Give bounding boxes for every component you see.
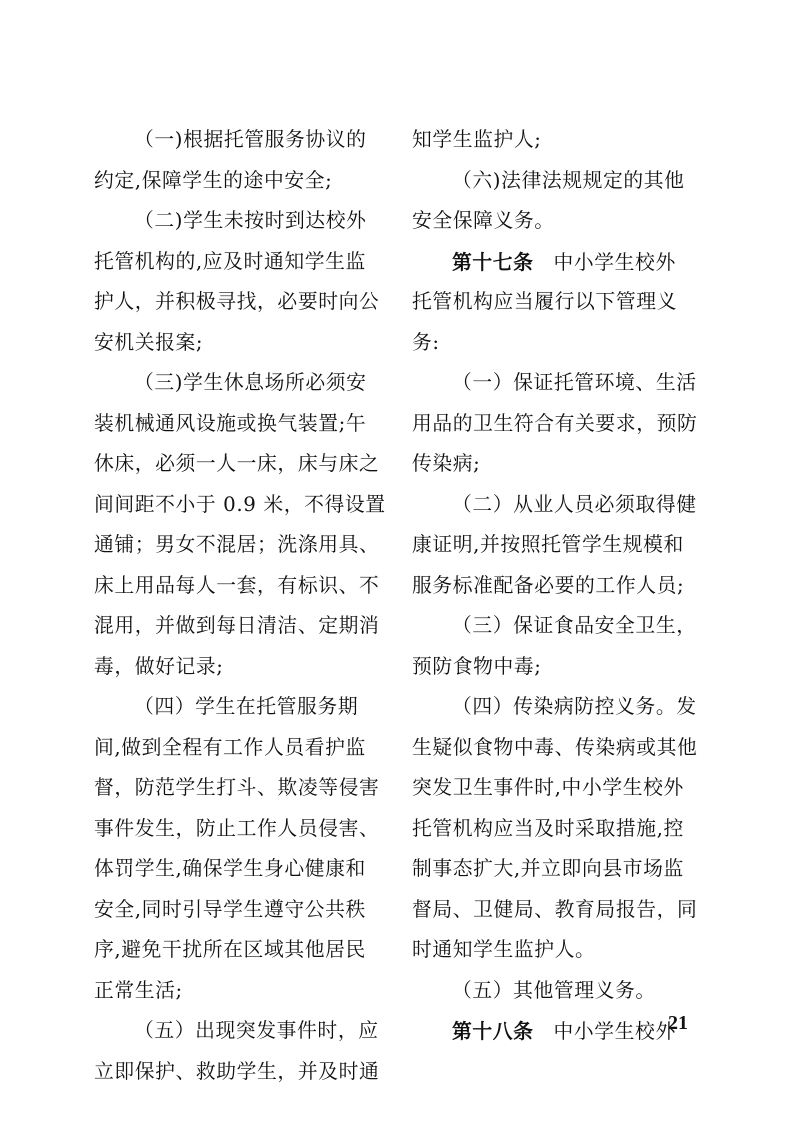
text-line	[412, 809, 706, 850]
text-line	[94, 1011, 388, 1052]
left-text-column	[94, 120, 388, 1092]
line-text: （三）保证食品安全卫生，	[452, 614, 697, 637]
line-text: 预防食物中毒;	[412, 654, 542, 678]
text-line	[412, 323, 706, 364]
text-line	[94, 566, 388, 607]
text-line	[412, 201, 706, 242]
text-line	[94, 485, 388, 526]
text-line	[94, 201, 388, 242]
text-line	[412, 363, 706, 404]
line-text: （二）从业人员必须取得健	[452, 492, 697, 516]
text-line	[412, 444, 706, 485]
line-text: 服务标准配备必要的工作人员;	[412, 573, 685, 597]
text-line	[94, 1052, 388, 1093]
text-line	[412, 647, 706, 688]
line-text: 中小学生校外	[553, 1020, 676, 1043]
line-text: 休床，必须一人一床，床与床之	[94, 452, 380, 475]
text-line	[94, 525, 388, 566]
text-line	[412, 606, 706, 647]
line-text: 中小学生校外	[553, 250, 676, 274]
line-text: 安全保障义务。	[412, 209, 555, 232]
text-line	[412, 768, 706, 809]
line-text: 督，防范学生打斗、欺凌等侵害	[94, 776, 380, 799]
line-text: 托管机构应当履行以下管理义	[412, 290, 677, 313]
text-line	[94, 120, 388, 161]
line-text: 安全,同时引导学生遵守公共秩	[94, 897, 366, 921]
text-line	[94, 890, 388, 931]
line-text: 正常生活;	[94, 978, 183, 1002]
text-line	[412, 485, 706, 526]
text-line	[94, 768, 388, 809]
line-text: 时通知学生监护人。	[412, 938, 596, 961]
line-text: 混用，并做到每日清洁、定期消	[94, 614, 380, 637]
text-line	[94, 809, 388, 850]
line-text: 托管机构的,应及时通知学生监	[94, 249, 366, 273]
line-text: 床上用品每人一套，有标识、不	[94, 573, 380, 597]
line-text: 序,避免干扰所在区域其他居民	[94, 938, 366, 961]
line-text: 传染病;	[412, 452, 481, 475]
text-line	[412, 525, 706, 566]
text-line	[412, 849, 706, 890]
line-text: （三)学生休息场所必须安	[134, 371, 367, 394]
text-line	[412, 242, 706, 283]
text-line	[94, 687, 388, 728]
text-line	[94, 647, 388, 688]
line-text: 护人，并积极寻找，必要时向公	[94, 290, 380, 313]
text-line	[94, 282, 388, 323]
text-line	[94, 606, 388, 647]
line-text: （五）出现突发事件时，应	[134, 1019, 379, 1042]
line-text: 安机关报案;	[94, 330, 204, 354]
text-line	[94, 242, 388, 283]
text-line	[94, 323, 388, 364]
line-text: 生疑似食物中毒、传染病或其他	[412, 735, 698, 759]
text-line	[412, 687, 706, 728]
article-heading: 第十八条	[452, 1019, 534, 1043]
right-text-column	[412, 120, 706, 1052]
line-text: 托管机构应当及时采取措施,控	[412, 816, 684, 840]
line-text: （五）其他管理义务。	[452, 978, 656, 1002]
page-number: 21	[668, 1012, 688, 1034]
line-text: 用品的卫生符合有关要求，预防	[412, 411, 698, 435]
text-line	[412, 161, 706, 202]
text-line	[412, 971, 706, 1012]
line-text: 突发卫生事件时,中小学生校外	[412, 776, 684, 799]
line-text: 制事态扩大,并立即向县市场监	[412, 857, 684, 880]
text-line	[412, 728, 706, 769]
line-text: 康证明,并按照托管学生规模和	[412, 533, 684, 556]
line-text: 装机械通风设施或换气装置;午	[94, 411, 367, 435]
text-line	[412, 1011, 706, 1052]
line-text: 立即保护、救助学生，并及时通	[94, 1059, 380, 1083]
line-text: （二)学生未按时到达校外	[134, 209, 367, 232]
article-heading: 第十七条	[452, 249, 534, 274]
text-line	[94, 849, 388, 890]
text-line	[94, 444, 388, 485]
line-text: （六)法律法规规定的其他	[452, 168, 685, 192]
line-text: 体罚学生,确保学生身心健康和	[94, 857, 366, 880]
line-text: 毒，做好记录;	[94, 654, 224, 678]
line-text: （一)根据托管服务协议的	[134, 128, 367, 151]
text-line	[412, 120, 706, 161]
line-text: 通铺；男女不混居；洗涤用具、	[94, 533, 380, 556]
text-line	[412, 404, 706, 445]
text-line	[94, 930, 388, 971]
line-text: （四）传染病防控义务。发	[452, 695, 697, 718]
text-line	[94, 161, 388, 202]
text-line	[412, 566, 706, 607]
text-line	[94, 404, 388, 445]
text-line	[94, 728, 388, 769]
line-text: （四）学生在托管服务期	[134, 695, 359, 718]
line-text: 务:	[412, 330, 440, 354]
line-text: （一）保证托管环境、生活	[452, 371, 697, 394]
line-text: 间,做到全程有工作人员看护监	[94, 735, 366, 759]
line-text: 间间距不小于 0.9 米，不得设置	[94, 492, 386, 516]
line-text: 督局、卫健局、教育局报告，同	[412, 897, 698, 921]
text-line	[94, 971, 388, 1012]
text-line	[412, 930, 706, 971]
line-text: 知学生监护人;	[412, 128, 542, 151]
text-line	[412, 282, 706, 323]
line-text: 约定,保障学生的途中安全;	[94, 168, 333, 192]
line-text: 事件发生，防止工作人员侵害、	[94, 816, 380, 840]
text-line	[412, 890, 706, 931]
text-line	[94, 363, 388, 404]
